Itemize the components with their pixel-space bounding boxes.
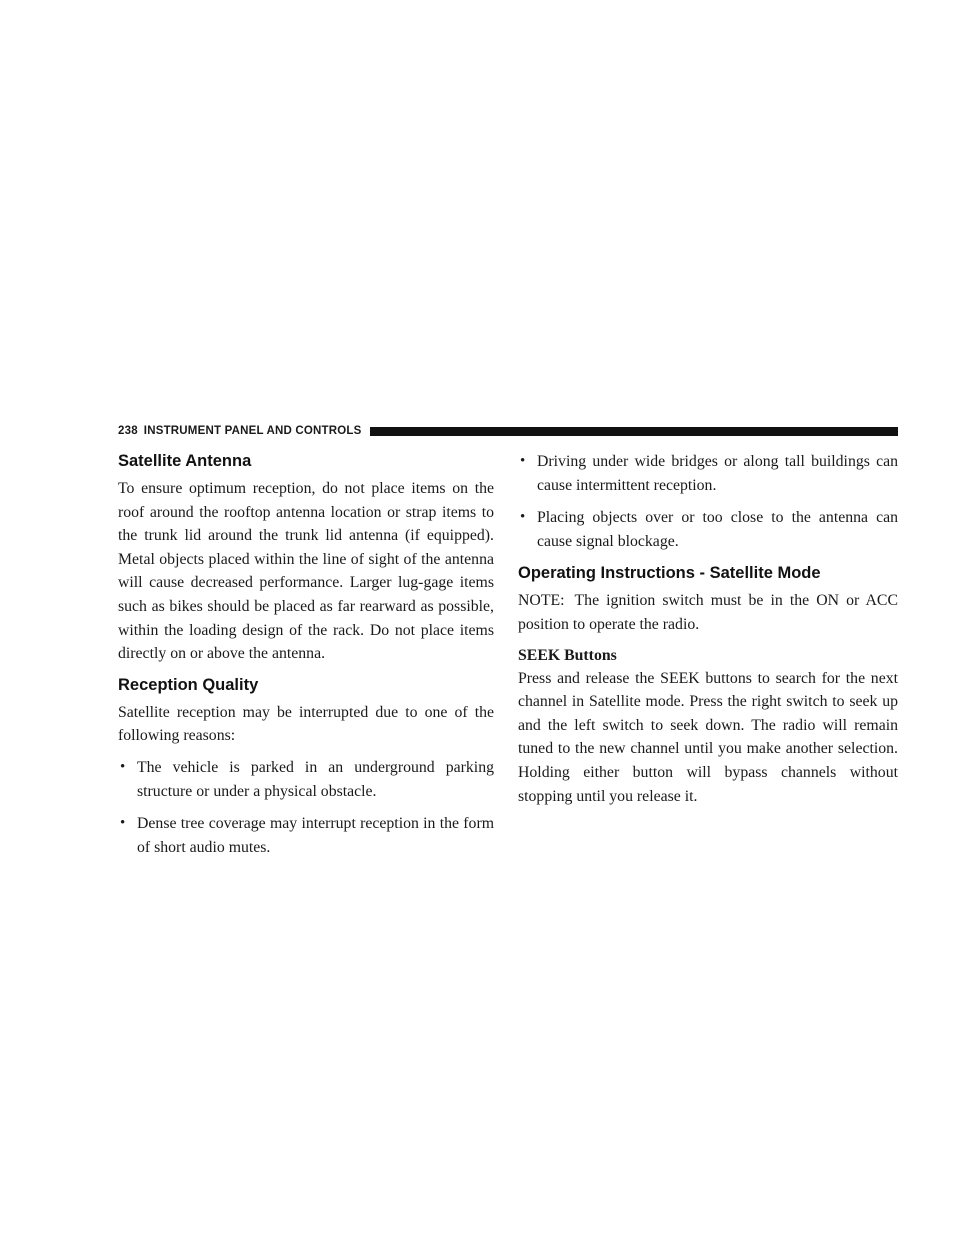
- page-number: 238: [118, 425, 138, 437]
- note-label: NOTE:: [518, 592, 565, 610]
- running-header: [118, 422, 898, 440]
- section-title: INSTRUMENT PANEL AND CONTROLS: [143, 425, 362, 437]
- note-text: The ignition switch must be in the ON or ACC position to operate the radio.: [518, 592, 898, 633]
- seek-buttons-paragraph: Press and release the SEEK buttons to search for the next channel in Satellite mode. Press the right switch to seek up and the left switch to seek down. The radio will remain tuned to the new channel until you make another selection. Holding either button will bypass channels without stopping until you release it.: [518, 669, 898, 805]
- left-column: [118, 450, 494, 868]
- satellite-antenna-heading: Satellite Antenna: [118, 452, 252, 470]
- satellite-antenna-paragraph: To ensure optimum reception, do not place items on the roof around the rooftop antenna location or strap items to the trunk lid around the trunk lid antenna (if equipped). Metal objects placed within the line of sight of the antenna will cause decreased performance. Larger lug-gage items such as bikes should be placed as far rearward as possible, within the loading design of the rack. Do not place items directly on or above the antenna.: [118, 480, 494, 663]
- list-item-text: The vehicle is parked in an underground parking structure or under a physical obstacle.: [137, 758, 494, 800]
- list-item-text: Dense tree coverage may interrupt reception in the form of short audio mutes.: [137, 815, 494, 856]
- bullet-icon: •: [120, 758, 126, 775]
- list-item-text: Driving under wide bridges or along tall buildings can cause intermittent reception.: [537, 453, 898, 494]
- seek-buttons-heading: SEEK Buttons: [518, 646, 617, 664]
- bullet-icon: •: [520, 453, 526, 469]
- list-item: [518, 506, 898, 553]
- list-item: [118, 756, 494, 803]
- reception-quality-intro: Satellite reception may be interrupted due to one of the following reasons:: [118, 703, 494, 745]
- list-item: [518, 450, 898, 497]
- reception-reasons-list: [118, 756, 494, 859]
- bullet-icon: •: [120, 815, 126, 832]
- header-rule: [370, 427, 899, 436]
- right-column: [518, 450, 898, 816]
- note-paragraph: [518, 589, 898, 636]
- reception-reasons-list-continued: [518, 450, 898, 553]
- list-item: [118, 812, 494, 859]
- bullet-icon: •: [520, 509, 526, 526]
- operating-instructions-heading: Operating Instructions - Satellite Mode: [518, 564, 821, 583]
- list-item-text: Placing objects over or too close to the antenna can cause signal blockage.: [537, 509, 898, 550]
- reception-quality-heading: Reception Quality: [118, 675, 259, 694]
